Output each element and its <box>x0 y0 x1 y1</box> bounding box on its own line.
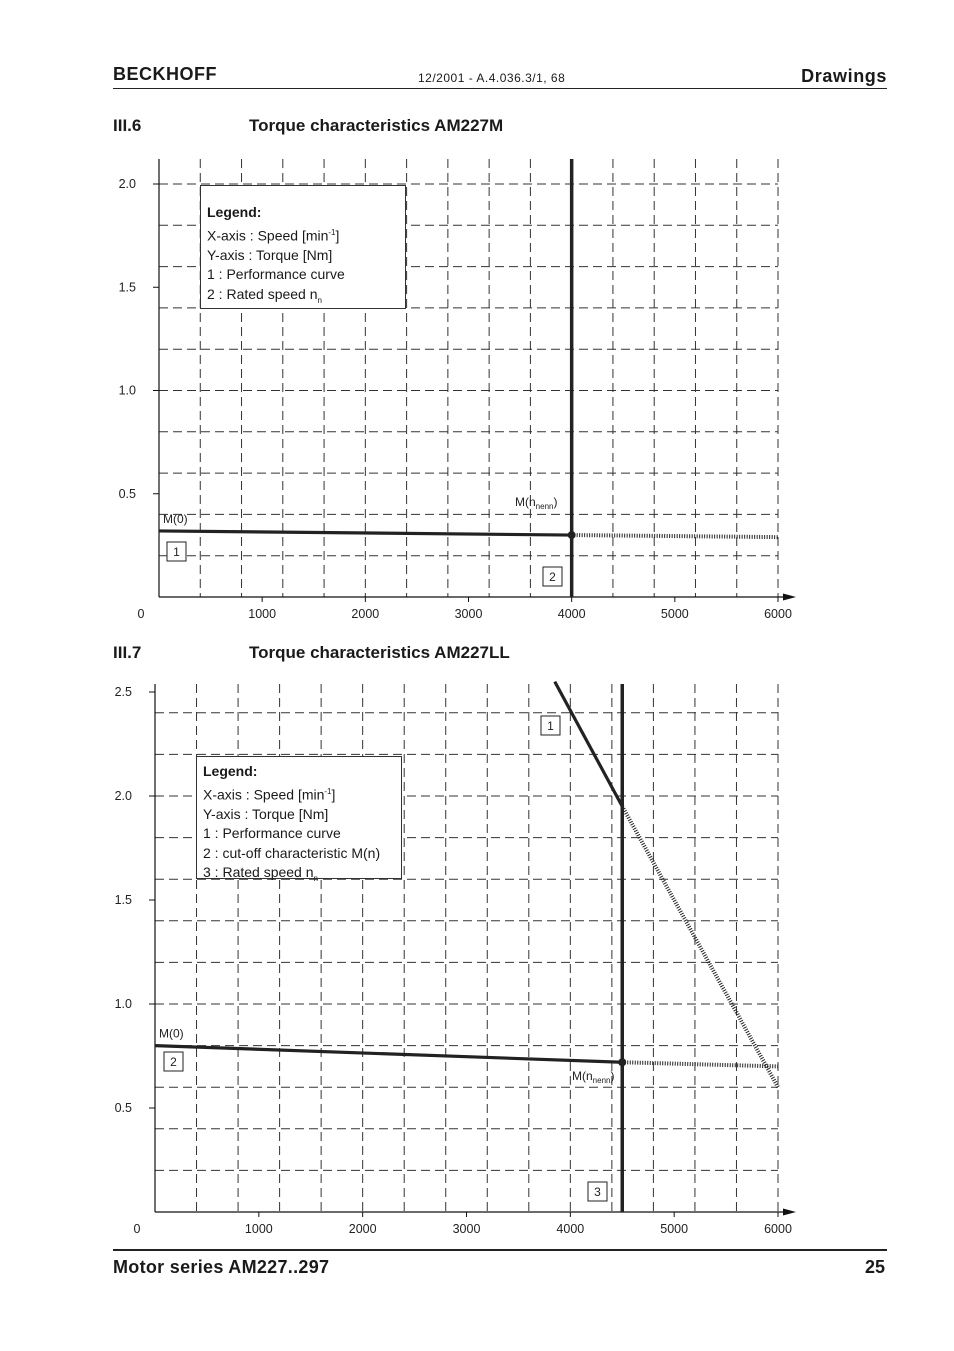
section-title-2: Torque characteristics AM227LL <box>249 643 510 662</box>
x-tick-label: 3000 <box>454 607 483 621</box>
y-tick-label: 0.5 <box>114 1101 132 1115</box>
legend-box-2 <box>196 756 402 883</box>
x-axis-arrow <box>783 594 796 601</box>
legend-item-cutoff: 2 : cut-off characteristic M(n) <box>203 844 381 861</box>
marker-label: 1 <box>173 545 180 559</box>
characteristic-curve <box>159 531 572 535</box>
mn-annotation: $M(n_{nenn})$ <box>572 1069 615 1085</box>
legend-item-rated-speed: 3 : Rated speed $n_n$ <box>203 864 318 883</box>
x-tick-label: 6000 <box>764 1222 792 1236</box>
footer-title: Motor series AM227..297 <box>113 1257 330 1277</box>
x-tick-label: 2000 <box>351 607 380 621</box>
header-rule <box>113 88 887 89</box>
document-reference: 12/2001 - A.4.036.3/1, 68 <box>418 71 566 85</box>
y-tick-label: 1.5 <box>114 893 132 907</box>
x-tick-label: 3000 <box>452 1222 481 1236</box>
legend-title: Legend: <box>203 763 258 779</box>
dotted-extension-line <box>572 535 778 537</box>
legend-x-axis: X-axis : Speed $[\min^{-1}]$ <box>207 227 340 244</box>
legend-box-1 <box>200 185 406 309</box>
x-tick-label: 5000 <box>660 607 689 621</box>
section-number-1: III.6 <box>113 116 142 135</box>
legend-y-axis: Y-axis : Torque [Nm] <box>207 246 333 263</box>
rated-torque-point <box>618 1058 626 1066</box>
legend-y-axis: Y-axis : Torque [Nm] <box>203 805 329 822</box>
x-tick-label: 0 <box>137 607 145 621</box>
marker-label: 2 <box>170 1055 177 1069</box>
x-tick-label: 0 <box>133 1222 141 1236</box>
legend-item-performance: 1 : Performance curve <box>203 825 341 842</box>
marker-label: 1 <box>547 719 554 733</box>
footer-rule <box>113 1249 887 1251</box>
section-title-1: Torque characteristics AM227M <box>249 116 504 135</box>
beckhoff-logo: BECKHOFF <box>113 64 217 84</box>
legend-item-rated-speed: 2 : Rated speed $n_n$ <box>207 285 322 305</box>
x-axis-arrow <box>783 1209 796 1216</box>
characteristic-curve <box>155 1046 622 1063</box>
x-tick-label: 4000 <box>557 607 586 621</box>
y-tick-label: 1.5 <box>118 280 136 295</box>
x-tick-label: 2000 <box>348 1222 377 1236</box>
x-tick-label: 6000 <box>764 607 792 621</box>
x-tick-label: 1000 <box>244 1222 273 1236</box>
m0-annotation: M(0) <box>159 1026 184 1041</box>
legend-item-performance: 1 : Performance curve <box>207 266 345 283</box>
x-tick-label: 4000 <box>556 1222 585 1236</box>
mn-annotation: $M(n_{nenn})$ <box>515 495 558 511</box>
m0-annotation: M(0) <box>163 511 188 526</box>
y-tick-label: 2.0 <box>118 177 136 191</box>
y-tick-label: 1.0 <box>114 997 132 1011</box>
rated-torque-point <box>568 531 576 539</box>
marker-label: 2 <box>549 570 556 584</box>
y-tick-label: 1.0 <box>118 383 136 398</box>
marker-label: 3 <box>594 1185 601 1199</box>
legend-x-axis: X-axis : Speed $[\min^{-1}]$ <box>203 786 336 803</box>
x-tick-label: 5000 <box>660 1222 689 1236</box>
y-tick-label: 2.5 <box>114 685 132 699</box>
y-tick-label: 2.0 <box>114 789 132 803</box>
legend-title: Legend: <box>207 204 262 220</box>
section-number-2: III.7 <box>113 643 142 662</box>
header-section-title: Drawings <box>801 66 887 86</box>
dotted-extension-line <box>622 806 778 1087</box>
page-number: 25 <box>864 1257 885 1277</box>
y-tick-label: 0.5 <box>118 486 136 501</box>
dotted-extension-line <box>622 1062 778 1066</box>
x-tick-label: 1000 <box>248 607 277 621</box>
